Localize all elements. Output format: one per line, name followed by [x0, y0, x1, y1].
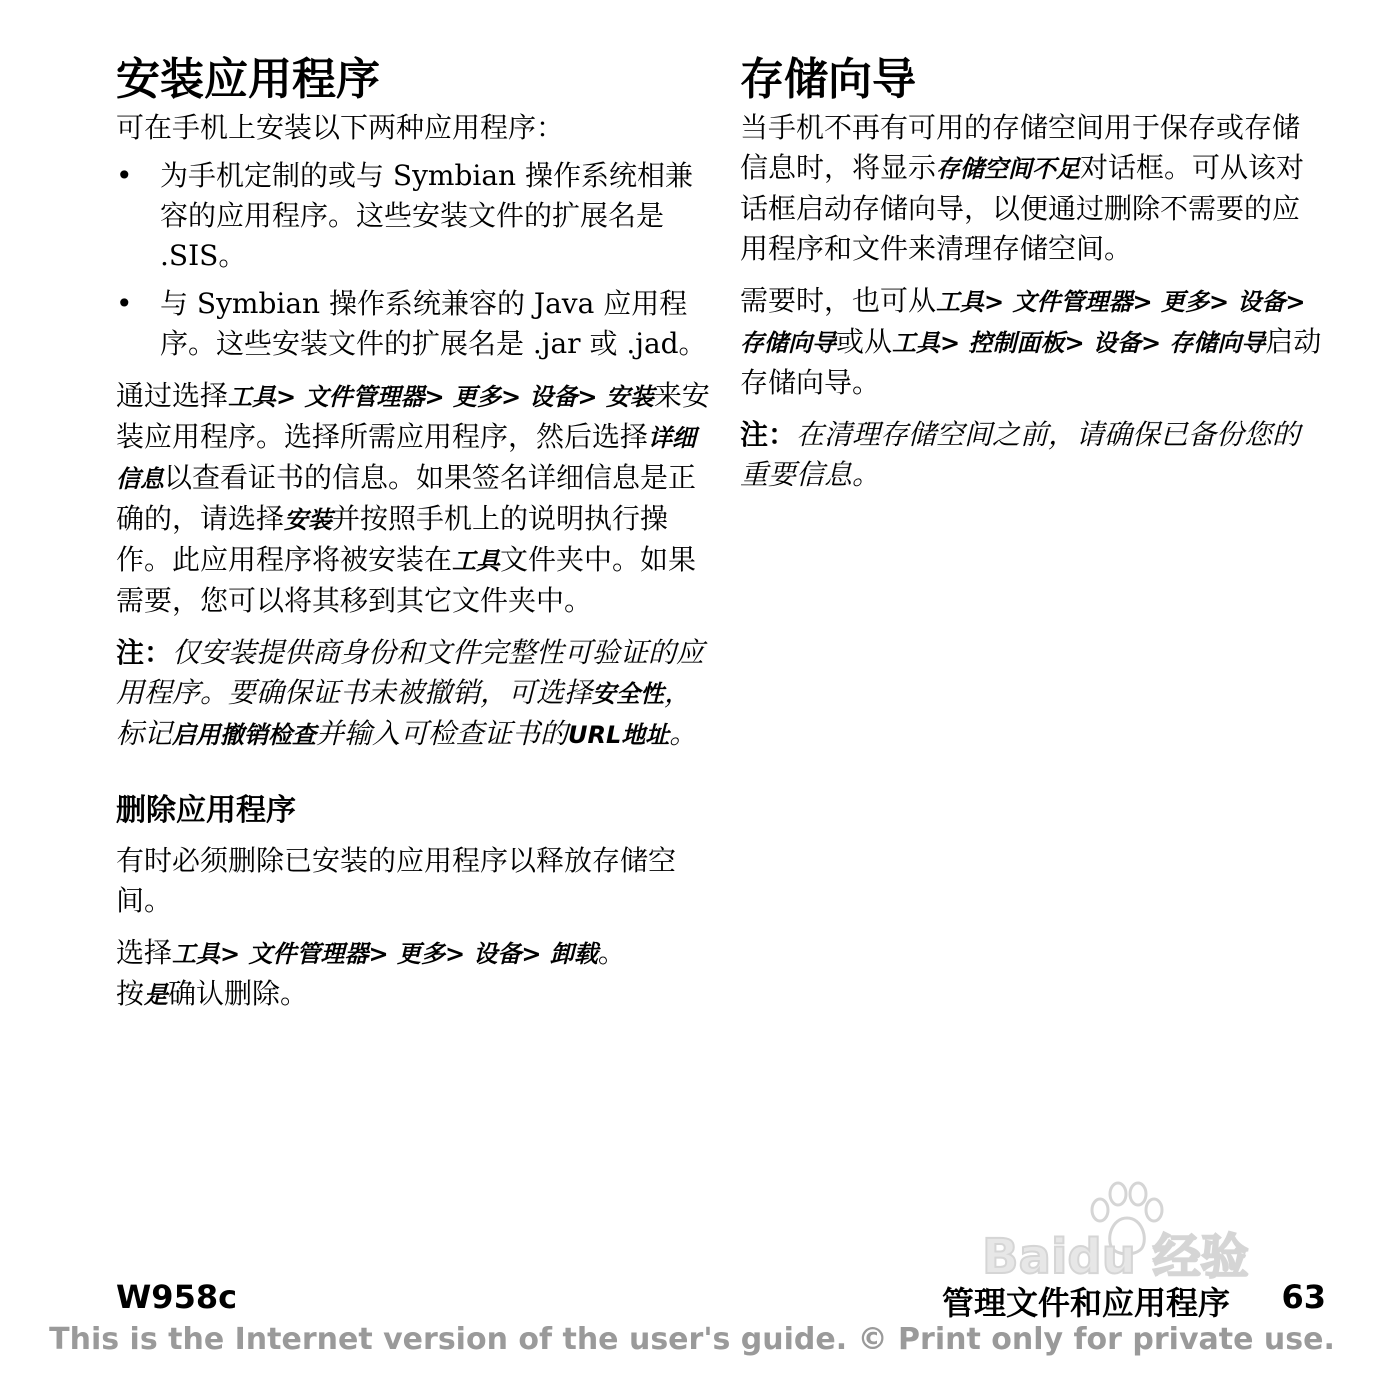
menu-url: URL地址 — [568, 721, 670, 749]
disclaimer: This is the Internet version of the user's guide. © Print only for private use. — [49, 1322, 1335, 1357]
delete-steps — [116, 933, 712, 1015]
text-run: 当手机不再有可用的存储空间用于保存或存储信息时，将显示 — [740, 111, 1301, 184]
menu-path-uninstall: 工具> 文件管理器> 更多> 设备> 卸载 — [172, 940, 598, 968]
text-run: 来安装应用程序。选择所需应用程序，然后选择 — [116, 379, 710, 453]
text-run: 启动存储向导。 — [740, 325, 1322, 399]
storage-wizard-paths — [740, 281, 1326, 403]
text-run: 对话框。可从该对话框启动存储向导，以便通过删除不需要的应用程序和文件来清理存储空间。 — [740, 151, 1305, 265]
page-number: 63 — [1281, 1278, 1326, 1316]
note-text: ，标记 — [116, 676, 693, 750]
bullet-icon: • — [116, 159, 133, 192]
install-types-list — [116, 156, 712, 364]
bullet-icon: • — [116, 287, 133, 320]
menu-path-storage-wizard: 工具> 文件管理器> 更多> 设备> 存储向导 — [740, 288, 1306, 357]
storage-wizard-intro — [740, 108, 1326, 269]
text-run: 文件夹中。如果需要，您可以将其移到其它文件夹中。 — [116, 543, 697, 617]
delete-intro: 有时必须删除已安装的应用程序以释放存储空间。 — [116, 844, 677, 917]
text-run: 并按照手机上的说明执行操作。此应用程序将被安装在 — [116, 502, 669, 576]
menu-enable-revocation: 启用撤销检查 — [172, 721, 317, 749]
note-text: 在清理存储空间之前，请确保已备份您的重要信息。 — [740, 418, 1301, 491]
note-text: 。 — [669, 717, 698, 750]
footer-section-title: 管理文件和应用程序 — [941, 1284, 1230, 1322]
bullet-text: 与 Symbian 操作系统兼容的 Java 应用程序。这些安装文件的扩展名是 .jar 或 .jad。 — [160, 287, 707, 360]
menu-tools: 工具 — [452, 547, 501, 575]
storage-wizard-heading: 存储向导 — [740, 54, 916, 105]
list-item — [116, 156, 712, 276]
text-run: 通过选择 — [116, 379, 229, 412]
menu-security: 安全性 — [592, 680, 665, 708]
menu-path-control-panel: 工具> 控制面板> 设备> 存储向导 — [892, 329, 1266, 357]
note-text: 并输入可检查证书的 — [316, 717, 569, 750]
left-column — [116, 52, 712, 1027]
menu-details: 详细信息 — [116, 424, 697, 493]
right-column — [740, 52, 1326, 507]
menu-install: 安装 — [284, 506, 333, 534]
note-label: 注： — [116, 636, 173, 669]
storage-note — [740, 415, 1326, 495]
menu-yes: 是 — [144, 981, 169, 1009]
note-label: 注： — [740, 418, 797, 451]
watermark-text: Baidu 经验 — [982, 1229, 1249, 1285]
text-run: 选择 — [116, 936, 173, 969]
install-apps-heading: 安装应用程序 — [116, 54, 380, 105]
text-run: 按 — [116, 977, 145, 1010]
install-instructions — [116, 376, 712, 621]
menu-storage-low: 存储空间不足 — [936, 155, 1081, 183]
footer-model: W958c — [116, 1278, 238, 1316]
text-run: 或从 — [836, 325, 893, 358]
text-run: 。 — [597, 936, 626, 969]
list-item — [116, 284, 712, 364]
bullet-text: 为手机定制的或与 Symbian 操作系统相兼容的应用程序。这些安装文件的扩展名是 .SIS。 — [160, 159, 693, 272]
note-text: 仅安装提供商身份和文件完整性可验证的应用程序。要确保证书未被撤销，可选择 — [116, 636, 705, 709]
install-note — [116, 633, 712, 755]
paw-icon — [1082, 1180, 1172, 1260]
text-run: 需要时，也可从 — [740, 284, 937, 317]
text-run: 以查看证书的信息。如果签名详细信息是正确的，请选择 — [116, 461, 697, 535]
text-run: 确认删除。 — [168, 977, 309, 1010]
menu-path-install: 工具> 文件管理器> 更多> 设备> 安装 — [228, 383, 654, 411]
delete-apps-heading: 删除应用程序 — [116, 793, 296, 828]
install-intro: 可在手机上安装以下两种应用程序： — [116, 111, 565, 144]
